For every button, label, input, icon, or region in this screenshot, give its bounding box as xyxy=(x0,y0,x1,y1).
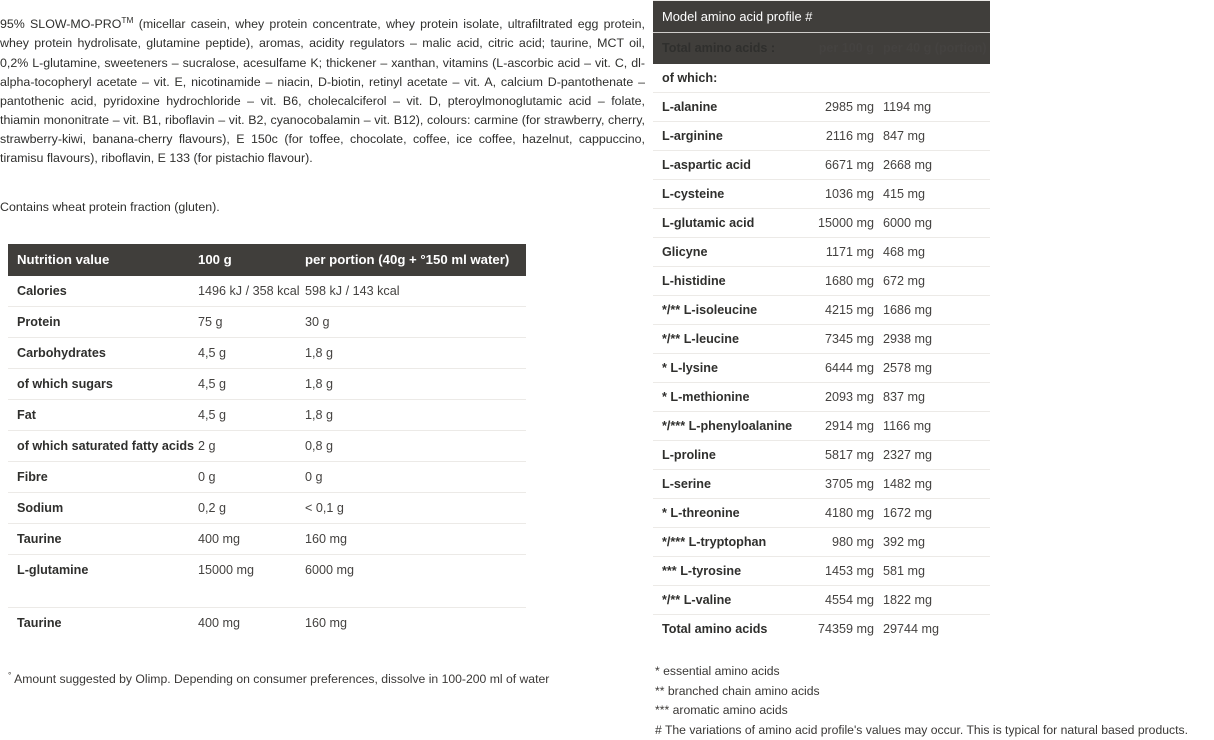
amino-name: * L-methionine xyxy=(653,383,801,412)
amino-name: */** L-leucine xyxy=(653,325,801,354)
table-row xyxy=(8,493,526,524)
legend-essential: * essential amino acids xyxy=(655,662,1214,682)
amino-table-title: Model amino acid profile # xyxy=(653,1,990,33)
nutrient-per-portion: 0,8 g xyxy=(305,431,526,462)
amino-total-per-portion: 29744 mg xyxy=(881,615,990,644)
nutrient-per100g: 15000 mg xyxy=(198,555,305,586)
amino-subheader-blank xyxy=(881,64,990,93)
table-row xyxy=(653,441,990,470)
amino-per100g: 4215 mg xyxy=(801,296,881,325)
amino-total-label: Total amino acids xyxy=(653,615,801,644)
amino-name: L-serine xyxy=(653,470,801,499)
nutrition-table xyxy=(8,244,526,638)
table-row xyxy=(8,431,526,462)
amino-per-portion: 1482 mg xyxy=(881,470,990,499)
amino-per100g: 1680 mg xyxy=(801,267,881,296)
amino-total-per100g: 74359 mg xyxy=(801,615,881,644)
amino-per100g: 1036 mg xyxy=(801,180,881,209)
table-row xyxy=(653,93,990,122)
table-row xyxy=(653,499,990,528)
amino-per100g: 5817 mg xyxy=(801,441,881,470)
amino-per100g: 6671 mg xyxy=(801,151,881,180)
amino-per-portion: 672 mg xyxy=(881,267,990,296)
table-row xyxy=(8,369,526,400)
nutrient-per-portion: 30 g xyxy=(305,307,526,338)
amino-name: * L-lysine xyxy=(653,354,801,383)
table-row xyxy=(653,238,990,267)
table-row xyxy=(653,209,990,238)
nutrient-name: L-glutamine xyxy=(8,555,198,586)
nutrient-per100g: 4,5 g xyxy=(198,369,305,400)
table-row xyxy=(653,528,990,557)
amino-per100g: 1171 mg xyxy=(801,238,881,267)
table-row xyxy=(8,400,526,431)
nutrition-header-row xyxy=(8,244,526,276)
allergen-note: Contains wheat protein fraction (gluten). xyxy=(0,198,648,217)
table-row xyxy=(653,325,990,354)
nutrient-per100g: 400 mg xyxy=(198,608,305,639)
ingredients-body: (micellar casein, whey protein concentrate, whey protein isolate, ultrafiltrated egg protein, whey protein hydrolisate, glutamine peptide), aromas, acidity regulators – malic acid, citric acid; taurine, MCT oil, 0,2% L-glutamine, sweeteners – sucralose, acesulfame K; thickener – xanthan, vitamins (L-ascorbic acid – vit. C, dl-alpha-tocopheryl acetate – vit. E, nicotinamide – niacin, D-biotin, retinyl acetate – vit. A, calcium D-pantothenate – pantothenic acid, pyridoxine hydrochloride – vit. B6, cholecalciferol – vit. D, pteroylmonoglutamic acid – folate, thiamin mononitrate – vit. B1, riboflavin – vit. B2, cyanocobalamin – vit. B12), colours: carmine (for strawberry, cherry, strawberry-kiwi, banana-cherry flavours), E 150c (for toffee, chocolate, coffee, ice coffee, hazelnut, cappuccino, tiramisu flavours), riboflavin, E 133 (for pistachio flavour). xyxy=(0,17,645,165)
legend-bcaa: ** branched chain amino acids xyxy=(655,682,1214,702)
table-row xyxy=(653,122,990,151)
legend-aromatic: *** aromatic amino acids xyxy=(655,701,1214,721)
amino-header-per100g: per 100 g xyxy=(801,33,881,65)
table-spacer-row xyxy=(8,585,526,608)
nutrition-table-body xyxy=(8,276,526,638)
nutrition-header-per100g: 100 g xyxy=(198,244,305,276)
amino-header-per-portion: per 40 g (portion) xyxy=(881,33,990,65)
nutrient-per-portion: 0 g xyxy=(305,462,526,493)
amino-per-portion: 1672 mg xyxy=(881,499,990,528)
nutrient-name: Taurine xyxy=(8,608,198,639)
amino-name: Glicyne xyxy=(653,238,801,267)
nutrient-per-portion: 1,8 g xyxy=(305,369,526,400)
amino-per-portion: 2668 mg xyxy=(881,151,990,180)
trademark-symbol: TM xyxy=(121,15,133,25)
amino-per100g: 15000 mg xyxy=(801,209,881,238)
amino-name: *** L-tyrosine xyxy=(653,557,801,586)
table-row xyxy=(8,338,526,369)
amino-table-title-row xyxy=(653,1,990,33)
amino-name: L-glutamic acid xyxy=(653,209,801,238)
nutrient-per-portion: 598 kJ / 143 kcal xyxy=(305,276,526,307)
amino-acid-table xyxy=(653,0,990,643)
nutrient-name: Fat xyxy=(8,400,198,431)
table-row xyxy=(8,524,526,555)
nutrient-per100g: 0 g xyxy=(198,462,305,493)
nutrient-per100g: 0,2 g xyxy=(198,493,305,524)
spacer-cell xyxy=(305,585,526,608)
spacer-cell xyxy=(8,585,198,608)
footnote-text: Amount suggested by Olimp. Depending on consumer preferences, dissolve in 100-200 ml of water xyxy=(11,672,549,686)
table-row xyxy=(653,296,990,325)
amino-per100g: 4554 mg xyxy=(801,586,881,615)
nutrient-name: Sodium xyxy=(8,493,198,524)
amino-per-portion: 392 mg xyxy=(881,528,990,557)
amino-per100g: 980 mg xyxy=(801,528,881,557)
nutrient-per-portion: 160 mg xyxy=(305,524,526,555)
amino-per-portion: 1194 mg xyxy=(881,93,990,122)
table-row xyxy=(653,383,990,412)
nutrition-table-wrapper xyxy=(0,244,648,638)
table-row xyxy=(8,307,526,338)
table-row xyxy=(653,151,990,180)
product-name: 95% SLOW-MO-PRO xyxy=(0,17,121,31)
amino-per-portion: 2327 mg xyxy=(881,441,990,470)
nutrient-per-portion: < 0,1 g xyxy=(305,493,526,524)
amino-per-portion: 468 mg xyxy=(881,238,990,267)
table-row xyxy=(653,586,990,615)
amino-name: */*** L-tryptophan xyxy=(653,528,801,557)
right-column xyxy=(653,0,1214,740)
amino-header-row xyxy=(653,33,990,65)
table-row xyxy=(8,276,526,307)
nutrient-name: of which saturated fatty acids xyxy=(8,431,198,462)
amino-per100g: 2093 mg xyxy=(801,383,881,412)
nutrition-footnote xyxy=(0,671,648,688)
amino-subheader-blank xyxy=(801,64,881,93)
table-row xyxy=(653,354,990,383)
table-row-total xyxy=(653,615,990,644)
amino-per100g: 3705 mg xyxy=(801,470,881,499)
nutrient-per-portion: 1,8 g xyxy=(305,400,526,431)
nutrient-name: Protein xyxy=(8,307,198,338)
nutrition-table-head xyxy=(8,244,526,276)
nutrient-per100g: 75 g xyxy=(198,307,305,338)
nutrient-per100g: 2 g xyxy=(198,431,305,462)
amino-name: L-cysteine xyxy=(653,180,801,209)
amino-per100g: 2914 mg xyxy=(801,412,881,441)
nutrient-per100g: 4,5 g xyxy=(198,338,305,369)
table-row xyxy=(653,470,990,499)
nutrient-per100g: 4,5 g xyxy=(198,400,305,431)
amino-per100g: 7345 mg xyxy=(801,325,881,354)
amino-subheader-label: of which: xyxy=(653,64,801,93)
table-row xyxy=(653,267,990,296)
amino-per-portion: 847 mg xyxy=(881,122,990,151)
spacer-cell xyxy=(198,585,305,608)
table-row xyxy=(8,462,526,493)
amino-per-portion: 2938 mg xyxy=(881,325,990,354)
amino-per-portion: 1686 mg xyxy=(881,296,990,325)
nutrient-name: Carbohydrates xyxy=(8,338,198,369)
amino-name: */** L-isoleucine xyxy=(653,296,801,325)
ingredients-paragraph xyxy=(0,12,645,168)
table-row xyxy=(8,608,526,639)
amino-header-name: Total amino acids : xyxy=(653,33,801,65)
amino-per-portion: 837 mg xyxy=(881,383,990,412)
table-row xyxy=(653,412,990,441)
nutrient-name: Fibre xyxy=(8,462,198,493)
amino-per100g: 2985 mg xyxy=(801,93,881,122)
amino-name: L-proline xyxy=(653,441,801,470)
nutrient-name: Taurine xyxy=(8,524,198,555)
table-row xyxy=(653,557,990,586)
amino-name: L-arginine xyxy=(653,122,801,151)
amino-name: L-histidine xyxy=(653,267,801,296)
amino-name: L-alanine xyxy=(653,93,801,122)
amino-per-portion: 581 mg xyxy=(881,557,990,586)
amino-name: * L-threonine xyxy=(653,499,801,528)
legend-variation-note: # The variations of amino acid profile's values may occur. This is typical for natural based products. xyxy=(655,721,1214,740)
amino-per-portion: 1822 mg xyxy=(881,586,990,615)
nutrient-per100g: 400 mg xyxy=(198,524,305,555)
amino-per100g: 1453 mg xyxy=(801,557,881,586)
nutrient-name: Calories xyxy=(8,276,198,307)
amino-legend xyxy=(653,662,1214,740)
amino-per-portion: 415 mg xyxy=(881,180,990,209)
table-row xyxy=(8,555,526,586)
nutrient-name: of which sugars xyxy=(8,369,198,400)
amino-per100g: 6444 mg xyxy=(801,354,881,383)
footnote-marker: ° xyxy=(8,670,11,680)
amino-per100g: 4180 mg xyxy=(801,499,881,528)
nutrient-per-portion: 1,8 g xyxy=(305,338,526,369)
amino-per-portion: 2578 mg xyxy=(881,354,990,383)
amino-name: */*** L-phenyloalanine xyxy=(653,412,801,441)
nutrition-header-per-portion: per portion (40g + °150 ml water) xyxy=(305,244,526,276)
nutrient-per100g: 1496 kJ / 358 kcal xyxy=(198,276,305,307)
amino-name: */** L-valine xyxy=(653,586,801,615)
amino-per-portion: 6000 mg xyxy=(881,209,990,238)
amino-subheader-row xyxy=(653,64,990,93)
nutrient-per-portion: 6000 mg xyxy=(305,555,526,586)
table-row xyxy=(653,180,990,209)
amino-per-portion: 1166 mg xyxy=(881,412,990,441)
nutrition-header-name: Nutrition value xyxy=(8,244,198,276)
nutrient-per-portion: 160 mg xyxy=(305,608,526,639)
amino-per100g: 2116 mg xyxy=(801,122,881,151)
amino-name: L-aspartic acid xyxy=(653,151,801,180)
amino-acid-table-body xyxy=(653,1,990,644)
